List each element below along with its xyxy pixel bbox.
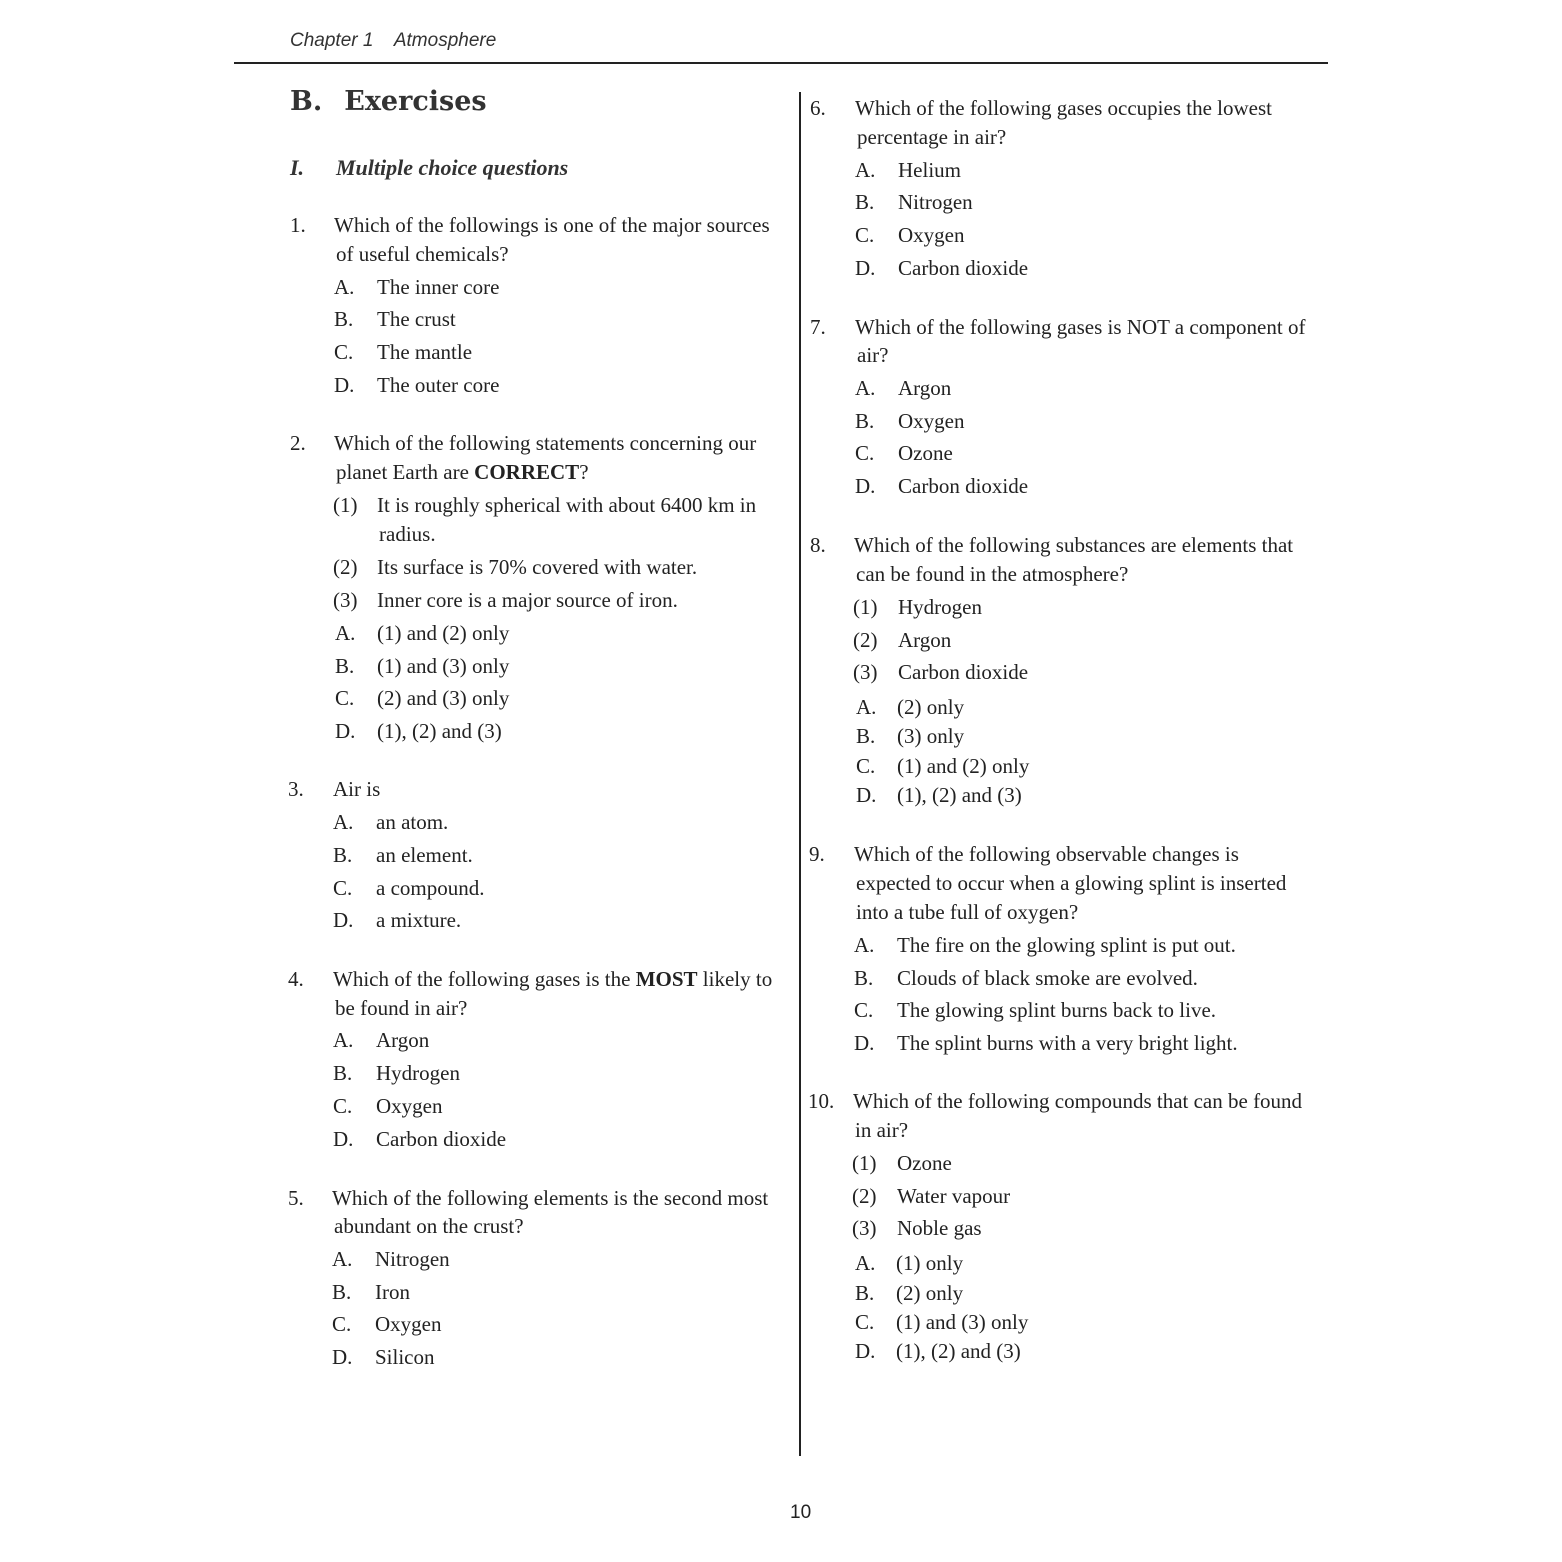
- page-number: 10: [790, 1502, 812, 1523]
- option-text: (2) only: [896, 1281, 964, 1305]
- option-label: B.: [855, 190, 875, 214]
- statement-text: Argon: [898, 628, 952, 652]
- option-text: Oxygen: [376, 1094, 443, 1118]
- option-label: A.: [855, 1251, 876, 1275]
- option-text: Nitrogen: [375, 1247, 450, 1271]
- section-letter: B.: [290, 86, 323, 117]
- option-text: an atom.: [376, 810, 449, 834]
- option-label: A.: [855, 158, 876, 182]
- option-label: D.: [333, 1127, 354, 1151]
- option-label: D.: [855, 1339, 876, 1363]
- option-label: A.: [334, 275, 355, 299]
- option-text: (1) only: [896, 1251, 964, 1275]
- header-rule: [234, 62, 1328, 64]
- question-number: 4.: [288, 967, 304, 991]
- subsection-name: Multiple choice questions: [336, 155, 569, 180]
- statement-text: Its surface is 70% covered with water.: [377, 555, 698, 579]
- option-label: A.: [333, 810, 354, 834]
- option-label: A.: [855, 376, 876, 400]
- statement-text: Water vapour: [897, 1184, 1011, 1208]
- question-text-line: Which of the following gases occupies the lowest: [855, 96, 1272, 120]
- question-text-line: [333, 967, 772, 991]
- option-label: B.: [856, 724, 876, 748]
- option-text: The crust: [377, 307, 456, 331]
- option-text: The fire on the glowing splint is put out.: [897, 933, 1236, 957]
- text-segment: Which of the following gases is the: [333, 967, 636, 991]
- option-text: (1), (2) and (3): [897, 783, 1022, 807]
- question-number: 8.: [810, 533, 826, 557]
- question-text-line: percentage in air?: [857, 125, 1007, 149]
- text-segment: ?: [579, 460, 589, 484]
- option-text: Hydrogen: [376, 1061, 460, 1085]
- option-text: The splint burns with a very bright light.: [897, 1031, 1238, 1055]
- option-label: A.: [333, 1028, 354, 1052]
- option-text: (1) and (3) only: [377, 654, 510, 678]
- question-text-line: Which of the following gases is NOT a component of: [855, 315, 1306, 339]
- question-text-line: Which of the following compounds that can be found: [853, 1089, 1303, 1113]
- option-label: B.: [333, 843, 353, 867]
- option-text: (1) and (3) only: [896, 1310, 1029, 1334]
- option-label: C.: [855, 1310, 875, 1334]
- question-number: 5.: [288, 1186, 304, 1210]
- option-text: Oxygen: [898, 223, 965, 247]
- option-text: Clouds of black smoke are evolved.: [897, 966, 1198, 990]
- statement-label: (3): [853, 660, 878, 684]
- text-segment: likely to: [697, 967, 773, 991]
- option-label: B.: [855, 1281, 875, 1305]
- option-label: D.: [332, 1345, 353, 1369]
- option-label: D.: [855, 474, 876, 498]
- statement-label: (2): [852, 1184, 877, 1208]
- option-text: Iron: [375, 1280, 410, 1304]
- option-label: A.: [335, 621, 356, 645]
- option-text: The mantle: [377, 340, 473, 364]
- option-label: D.: [333, 908, 354, 932]
- option-text: Oxygen: [375, 1312, 442, 1336]
- question-number: 7.: [810, 315, 826, 339]
- emphasis-text: CORRECT: [474, 460, 580, 484]
- statement-text: radius.: [379, 522, 436, 546]
- option-label: A.: [856, 695, 877, 719]
- option-label: C.: [333, 1094, 353, 1118]
- option-text: (1) and (2) only: [897, 754, 1030, 778]
- question-text-line: can be found in the atmosphere?: [856, 562, 1129, 586]
- column-divider: [799, 92, 801, 1456]
- option-label: A.: [854, 933, 875, 957]
- option-text: (2) only: [897, 695, 965, 719]
- option-text: (1) and (2) only: [377, 621, 510, 645]
- statement-text: Carbon dioxide: [898, 660, 1029, 684]
- statement-label: (2): [333, 555, 358, 579]
- statement-text: Ozone: [897, 1151, 952, 1175]
- subsection-number: I.: [290, 155, 305, 180]
- option-label: C.: [856, 754, 876, 778]
- statement-label: (3): [852, 1216, 877, 1240]
- question-number: 6.: [810, 96, 826, 120]
- question-text-line: Which of the following observable changes is: [854, 842, 1239, 866]
- option-text: (3) only: [897, 724, 965, 748]
- option-text: Silicon: [375, 1345, 435, 1369]
- option-label: B.: [854, 966, 874, 990]
- option-text: (1), (2) and (3): [896, 1339, 1021, 1363]
- option-label: D.: [854, 1031, 875, 1055]
- option-text: Carbon dioxide: [376, 1127, 507, 1151]
- question-text-line: into a tube full of oxygen?: [856, 900, 1079, 924]
- option-label: C.: [855, 441, 875, 465]
- option-text: a compound.: [376, 876, 485, 900]
- statement-label: (3): [333, 588, 358, 612]
- emphasis-text: MOST: [635, 967, 698, 991]
- question-text-line: [336, 460, 589, 484]
- option-text: a mixture.: [376, 908, 462, 932]
- statement-text: It is roughly spherical with about 6400 km in: [377, 493, 757, 517]
- question-text-line: Air is: [333, 777, 381, 801]
- question-number: 3.: [288, 777, 304, 801]
- option-text: The inner core: [377, 275, 500, 299]
- question-text-line: Which of the following statements concerning our: [334, 431, 757, 455]
- subsection-title: [290, 155, 568, 181]
- option-label: B.: [333, 1061, 353, 1085]
- statement-text: Noble gas: [897, 1216, 982, 1240]
- option-label: C.: [854, 998, 874, 1022]
- statement-text: Hydrogen: [898, 595, 982, 619]
- option-text: (1), (2) and (3): [377, 719, 502, 743]
- section-title: [290, 86, 487, 117]
- option-label: D.: [334, 373, 355, 397]
- option-text: (2) and (3) only: [377, 686, 510, 710]
- question-text-line: abundant on the crust?: [334, 1214, 524, 1238]
- option-label: D.: [855, 256, 876, 280]
- option-text: Carbon dioxide: [898, 256, 1029, 280]
- question-text-line: Which of the following elements is the second most: [332, 1186, 769, 1210]
- option-label: C.: [335, 686, 355, 710]
- option-label: C.: [332, 1312, 352, 1336]
- option-text: Nitrogen: [898, 190, 973, 214]
- question-text-line: air?: [857, 343, 889, 367]
- option-text: Oxygen: [898, 409, 965, 433]
- option-label: B.: [334, 307, 354, 331]
- chapter-header: Chapter 1 Atmosphere: [290, 30, 497, 51]
- option-text: Carbon dioxide: [898, 474, 1029, 498]
- text-segment: planet Earth are: [336, 460, 475, 484]
- option-label: D.: [335, 719, 356, 743]
- statement-text: Inner core is a major source of iron.: [377, 588, 678, 612]
- option-text: Argon: [376, 1028, 430, 1052]
- statement-label: (2): [853, 628, 878, 652]
- section-name: Exercises: [344, 86, 487, 117]
- option-label: D.: [856, 783, 877, 807]
- option-label: C.: [855, 223, 875, 247]
- question-number: 9.: [809, 842, 825, 866]
- option-text: Ozone: [898, 441, 953, 465]
- question-text-line: be found in air?: [335, 996, 468, 1020]
- question-text-line: of useful chemicals?: [336, 242, 509, 266]
- question-number: 10.: [808, 1089, 835, 1113]
- statement-label: (1): [852, 1151, 877, 1175]
- question-text-line: in air?: [855, 1118, 909, 1142]
- statement-label: (1): [853, 595, 878, 619]
- question-number: 1.: [290, 213, 306, 237]
- option-label: B.: [332, 1280, 352, 1304]
- option-label: C.: [333, 876, 353, 900]
- option-label: B.: [335, 654, 355, 678]
- question-text-line: Which of the following substances are elements that: [854, 533, 1294, 557]
- statement-label: (1): [333, 493, 358, 517]
- question-number: 2.: [290, 431, 306, 455]
- option-text: Argon: [898, 376, 952, 400]
- option-text: The glowing splint burns back to live.: [897, 998, 1217, 1022]
- option-label: A.: [332, 1247, 353, 1271]
- option-text: an element.: [376, 843, 473, 867]
- option-text: The outer core: [377, 373, 500, 397]
- option-label: C.: [334, 340, 354, 364]
- question-text-line: expected to occur when a glowing splint is inserted: [856, 871, 1287, 895]
- option-label: B.: [855, 409, 875, 433]
- question-text-line: Which of the followings is one of the major sources: [334, 213, 770, 237]
- option-text: Helium: [898, 158, 961, 182]
